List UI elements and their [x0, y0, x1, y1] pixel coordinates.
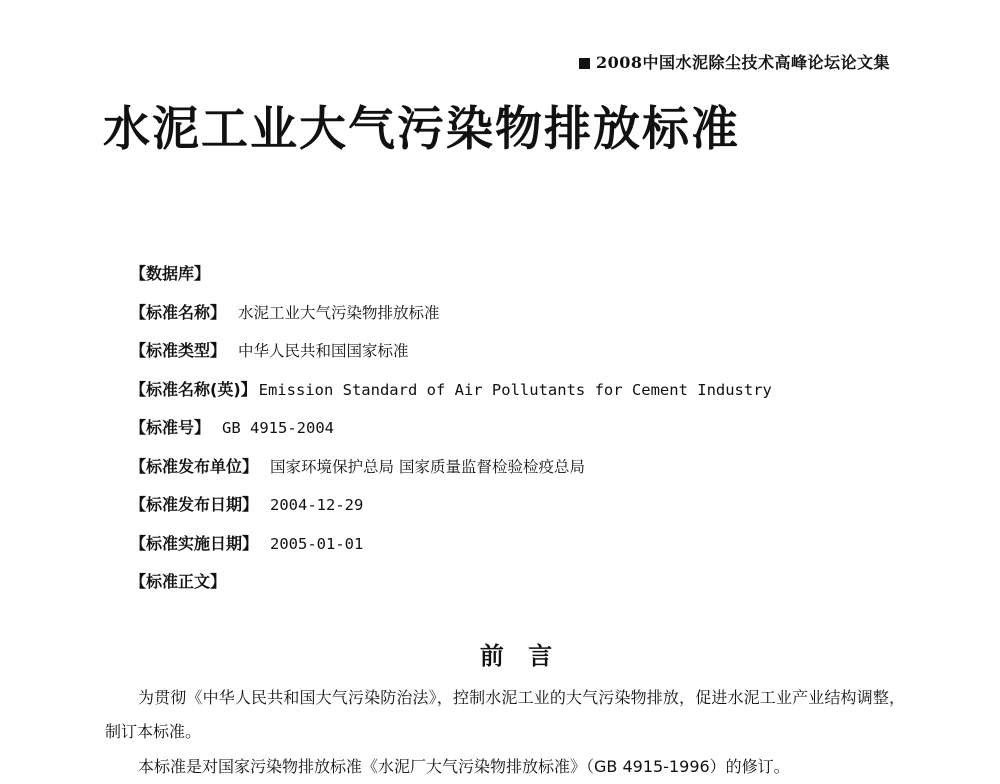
metadata-label: 【标准实施日期】	[130, 533, 259, 553]
metadata-row-effective-date	[130, 525, 890, 564]
metadata-label: 【标准发布日期】	[130, 495, 259, 514]
metadata-row-standard-text	[130, 563, 890, 602]
metadata-row-standard-type	[130, 332, 890, 371]
metadata-value: 国家环境保护总局 国家质量监督检验检疫总局	[270, 457, 585, 476]
metadata-label: 【标准号】	[130, 418, 211, 437]
body-paragraph: 为贯彻《中华人民共和国大气污染防治法》，控制水泥工业的大气污染物排放，促进水泥工业产业结构调整，制订本标准。	[105, 688, 905, 741]
document-title: 水泥工业大气污染物排放标准	[103, 102, 740, 157]
metadata-label: 【标准发布单位】	[130, 456, 259, 476]
metadata-row-publish-date	[130, 486, 890, 525]
metadata-label: 【标准名称】	[130, 302, 227, 322]
metadata-label: 【标准正文】	[130, 572, 227, 591]
metadata-row-database	[130, 255, 890, 294]
metadata-label: 【数据库】	[130, 264, 211, 283]
metadata-value: Emission Standard of Air Pollutants for Cement Industry	[258, 380, 772, 399]
metadata-value: 中华人民共和国国家标准	[238, 342, 409, 360]
square-bullet-icon	[579, 58, 590, 69]
body-paragraph: 本标准是对国家污染物排放标准《水泥厂大气污染物排放标准》（GB 4915-1996）的修订。	[138, 757, 790, 776]
metadata-value: 2004-12-29	[270, 496, 364, 514]
metadata-value: 水泥工业大气污染物排放标准	[238, 303, 440, 322]
metadata-row-english-name	[130, 371, 890, 410]
collection-header	[579, 50, 890, 73]
metadata-label: 【标准名称(英)】	[130, 379, 257, 399]
metadata-row-publisher	[130, 448, 890, 487]
metadata-row-standard-number	[130, 409, 890, 448]
metadata-row-standard-name	[130, 294, 890, 333]
metadata-label: 【标准类型】	[130, 341, 227, 360]
metadata-value: GB 4915-2004	[222, 419, 334, 437]
metadata-value: 2005-01-01	[270, 534, 364, 553]
metadata-list	[130, 255, 890, 602]
collection-title: 2008中国水泥除尘技术高峰论坛论文集	[595, 53, 890, 72]
section-heading: 前 言	[479, 642, 561, 670]
